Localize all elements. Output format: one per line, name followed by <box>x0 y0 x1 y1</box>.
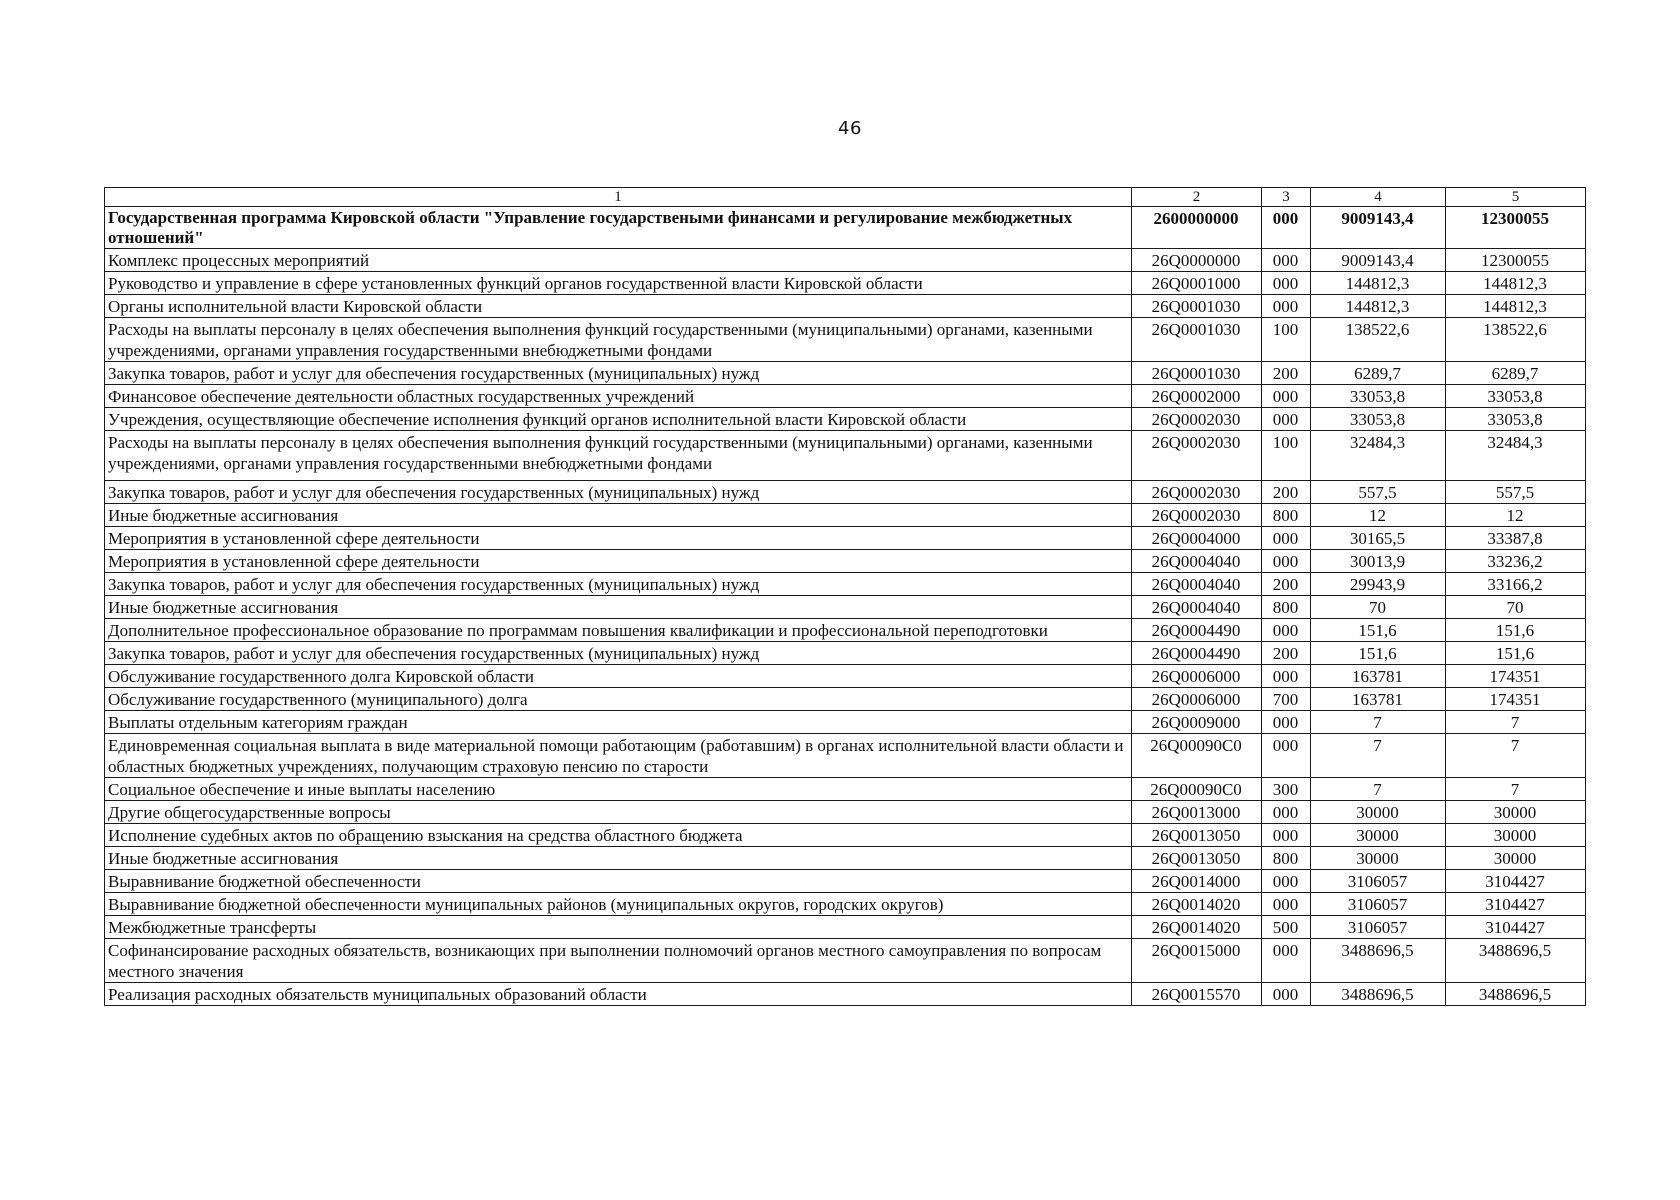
expense-name-cell: Руководство и управление в сфере установленных функций органов государственной власти Кировской области <box>105 272 1132 295</box>
amount-year1-cell: 29943,9 <box>1311 573 1446 596</box>
target-code-cell: 26Q0014020 <box>1132 916 1262 939</box>
target-code-cell: 26Q0002030 <box>1132 408 1262 431</box>
target-code-cell: 26Q0002030 <box>1132 481 1262 504</box>
target-code-cell: 26Q0002030 <box>1132 431 1262 481</box>
expense-type-cell: 000 <box>1262 527 1311 550</box>
target-code-cell: 26Q0013000 <box>1132 801 1262 824</box>
amount-year2-cell: 151,6 <box>1446 642 1586 665</box>
table-row <box>105 550 1586 573</box>
table-row <box>105 665 1586 688</box>
target-code-cell: 26Q0004040 <box>1132 573 1262 596</box>
target-code-cell: 2600000000 <box>1132 207 1262 249</box>
amount-year1-cell: 144812,3 <box>1311 295 1446 318</box>
amount-year2-cell: 12 <box>1446 504 1586 527</box>
target-code-cell: 26Q0000000 <box>1132 249 1262 272</box>
expense-name-cell: Закупка товаров, работ и услуг для обеспечения государственных (муниципальных) нужд <box>105 642 1132 665</box>
amount-year2-cell: 151,6 <box>1446 619 1586 642</box>
expense-type-cell: 300 <box>1262 778 1311 801</box>
amount-year2-cell: 30000 <box>1446 847 1586 870</box>
table-row <box>105 385 1586 408</box>
table-row <box>105 207 1586 249</box>
amount-year2-cell: 557,5 <box>1446 481 1586 504</box>
expense-type-cell: 100 <box>1262 318 1311 362</box>
expense-type-cell: 700 <box>1262 688 1311 711</box>
target-code-cell: 26Q0001030 <box>1132 318 1262 362</box>
amount-year1-cell: 30000 <box>1311 801 1446 824</box>
table-row <box>105 272 1586 295</box>
amount-year2-cell: 7 <box>1446 734 1586 778</box>
expense-name-cell: Мероприятия в установленной сфере деятельности <box>105 527 1132 550</box>
table-row <box>105 916 1586 939</box>
amount-year1-cell: 3106057 <box>1311 870 1446 893</box>
amount-year1-cell: 3488696,5 <box>1311 939 1446 983</box>
expense-name-cell: Закупка товаров, работ и услуг для обеспечения государственных (муниципальных) нужд <box>105 362 1132 385</box>
page-number: 46 <box>838 118 862 139</box>
expense-name-cell: Иные бюджетные ассигнования <box>105 847 1132 870</box>
amount-year2-cell: 12300055 <box>1446 249 1586 272</box>
expense-name-cell: Органы исполнительной власти Кировской области <box>105 295 1132 318</box>
amount-year1-cell: 9009143,4 <box>1311 249 1446 272</box>
amount-year1-cell: 151,6 <box>1311 642 1446 665</box>
target-code-cell: 26Q0004040 <box>1132 596 1262 619</box>
amount-year2-cell: 33387,8 <box>1446 527 1586 550</box>
table-body <box>105 207 1586 1006</box>
amount-year1-cell: 144812,3 <box>1311 272 1446 295</box>
table-row <box>105 619 1586 642</box>
table-row <box>105 824 1586 847</box>
amount-year1-cell: 30000 <box>1311 824 1446 847</box>
amount-year2-cell: 33166,2 <box>1446 573 1586 596</box>
table-row <box>105 504 1586 527</box>
amount-year1-cell: 12 <box>1311 504 1446 527</box>
table-row <box>105 362 1586 385</box>
expense-type-cell: 000 <box>1262 385 1311 408</box>
amount-year2-cell: 33053,8 <box>1446 408 1586 431</box>
amount-year2-cell: 33236,2 <box>1446 550 1586 573</box>
expense-name-cell: Расходы на выплаты персоналу в целях обеспечения выполнения функций государственными (муниципальными) органами, казенными учреждениями, органами управления государственными внебюджетными фондами <box>105 431 1132 481</box>
expense-type-cell: 200 <box>1262 642 1311 665</box>
target-code-cell: 26Q00090C0 <box>1132 778 1262 801</box>
expense-type-cell: 000 <box>1262 249 1311 272</box>
expense-name-cell: Обслуживание государственного (муниципального) долга <box>105 688 1132 711</box>
amount-year2-cell: 32484,3 <box>1446 431 1586 481</box>
table-row <box>105 801 1586 824</box>
expense-type-cell: 800 <box>1262 504 1311 527</box>
expense-name-cell: Обслуживание государственного долга Кировской области <box>105 665 1132 688</box>
amount-year1-cell: 9009143,4 <box>1311 207 1446 249</box>
expense-type-cell: 000 <box>1262 272 1311 295</box>
table-row <box>105 318 1586 362</box>
amount-year1-cell: 6289,7 <box>1311 362 1446 385</box>
expense-name-cell: Реализация расходных обязательств муниципальных образований области <box>105 983 1132 1006</box>
expense-type-cell: 800 <box>1262 847 1311 870</box>
expense-name-cell: Учреждения, осуществляющие обеспечение исполнения функций органов исполнительной власти Кировской области <box>105 408 1132 431</box>
target-code-cell: 26Q00090C0 <box>1132 734 1262 778</box>
table-row <box>105 734 1586 778</box>
amount-year2-cell: 174351 <box>1446 688 1586 711</box>
amount-year1-cell: 30165,5 <box>1311 527 1446 550</box>
expense-name-cell: Выравнивание бюджетной обеспеченности муниципальных районов (муниципальных округов, городских округов) <box>105 893 1132 916</box>
table-row <box>105 527 1586 550</box>
column-number-row <box>105 188 1586 207</box>
amount-year1-cell: 30013,9 <box>1311 550 1446 573</box>
amount-year1-cell: 7 <box>1311 778 1446 801</box>
expense-type-cell: 000 <box>1262 711 1311 734</box>
expense-name-cell: Межбюджетные трансферты <box>105 916 1132 939</box>
amount-year2-cell: 3488696,5 <box>1446 939 1586 983</box>
expense-name-cell: Закупка товаров, работ и услуг для обеспечения государственных (муниципальных) нужд <box>105 481 1132 504</box>
table-row <box>105 893 1586 916</box>
target-code-cell: 26Q0002030 <box>1132 504 1262 527</box>
table-row <box>105 939 1586 983</box>
column-header-2: 2 <box>1132 188 1262 207</box>
target-code-cell: 26Q0013050 <box>1132 824 1262 847</box>
target-code-cell: 26Q0014000 <box>1132 870 1262 893</box>
expense-type-cell: 000 <box>1262 295 1311 318</box>
expense-type-cell: 000 <box>1262 939 1311 983</box>
expense-name-cell: Дополнительное профессиональное образование по программам повышения квалификации и профессиональной переподготовки <box>105 619 1132 642</box>
amount-year2-cell: 138522,6 <box>1446 318 1586 362</box>
amount-year1-cell: 3106057 <box>1311 916 1446 939</box>
table-row <box>105 481 1586 504</box>
table-row <box>105 249 1586 272</box>
table-row <box>105 408 1586 431</box>
expense-name-cell: Единовременная социальная выплата в виде материальной помощи работающим (работавшим) в органах исполнительной власти области и областных бюджетных учреждениях, получающим страховую пенсию по старости <box>105 734 1132 778</box>
amount-year2-cell: 70 <box>1446 596 1586 619</box>
expense-name-cell: Другие общегосударственные вопросы <box>105 801 1132 824</box>
column-header-4: 4 <box>1311 188 1446 207</box>
target-code-cell: 26Q0006000 <box>1132 688 1262 711</box>
target-code-cell: 26Q0004490 <box>1132 642 1262 665</box>
amount-year2-cell: 3104427 <box>1446 893 1586 916</box>
target-code-cell: 26Q0014020 <box>1132 893 1262 916</box>
table-row <box>105 573 1586 596</box>
target-code-cell: 26Q0015570 <box>1132 983 1262 1006</box>
target-code-cell: 26Q0009000 <box>1132 711 1262 734</box>
expense-type-cell: 100 <box>1262 431 1311 481</box>
expense-name-cell: Расходы на выплаты персоналу в целях обеспечения выполнения функций государственными (муниципальными) органами, казенными учреждениями, органами управления государственными внебюджетными фондами <box>105 318 1132 362</box>
expense-type-cell: 000 <box>1262 665 1311 688</box>
amount-year1-cell: 33053,8 <box>1311 408 1446 431</box>
table-row <box>105 778 1586 801</box>
expense-name-cell: Мероприятия в установленной сфере деятельности <box>105 550 1132 573</box>
expense-name-cell: Социальное обеспечение и иные выплаты населению <box>105 778 1132 801</box>
table-row <box>105 295 1586 318</box>
expense-type-cell: 000 <box>1262 734 1311 778</box>
expense-type-cell: 000 <box>1262 983 1311 1006</box>
table-row <box>105 642 1586 665</box>
amount-year2-cell: 33053,8 <box>1446 385 1586 408</box>
expense-type-cell: 500 <box>1262 916 1311 939</box>
amount-year1-cell: 70 <box>1311 596 1446 619</box>
amount-year2-cell: 12300055 <box>1446 207 1586 249</box>
amount-year2-cell: 30000 <box>1446 801 1586 824</box>
table-row <box>105 847 1586 870</box>
amount-year2-cell: 174351 <box>1446 665 1586 688</box>
amount-year1-cell: 7 <box>1311 711 1446 734</box>
expense-name-cell: Выплаты отдельным категориям граждан <box>105 711 1132 734</box>
target-code-cell: 26Q0004000 <box>1132 527 1262 550</box>
expense-type-cell: 000 <box>1262 893 1311 916</box>
amount-year1-cell: 138522,6 <box>1311 318 1446 362</box>
table-row <box>105 870 1586 893</box>
target-code-cell: 26Q0002000 <box>1132 385 1262 408</box>
expense-name-cell: Иные бюджетные ассигнования <box>105 504 1132 527</box>
target-code-cell: 26Q0013050 <box>1132 847 1262 870</box>
amount-year2-cell: 6289,7 <box>1446 362 1586 385</box>
amount-year2-cell: 3104427 <box>1446 916 1586 939</box>
amount-year2-cell: 144812,3 <box>1446 295 1586 318</box>
expense-type-cell: 000 <box>1262 801 1311 824</box>
budget-table <box>104 187 1586 1006</box>
amount-year1-cell: 557,5 <box>1311 481 1446 504</box>
target-code-cell: 26Q0001000 <box>1132 272 1262 295</box>
expense-type-cell: 000 <box>1262 207 1311 249</box>
amount-year1-cell: 32484,3 <box>1311 431 1446 481</box>
column-header-5: 5 <box>1446 188 1586 207</box>
expense-name-cell: Исполнение судебных актов по обращению взыскания на средства областного бюджета <box>105 824 1132 847</box>
amount-year1-cell: 151,6 <box>1311 619 1446 642</box>
amount-year1-cell: 7 <box>1311 734 1446 778</box>
column-header-1: 1 <box>105 188 1132 207</box>
amount-year2-cell: 3488696,5 <box>1446 983 1586 1006</box>
expense-type-cell: 200 <box>1262 362 1311 385</box>
expense-name-cell: Комплекс процессных мероприятий <box>105 249 1132 272</box>
table-row <box>105 983 1586 1006</box>
target-code-cell: 26Q0004490 <box>1132 619 1262 642</box>
target-code-cell: 26Q0006000 <box>1132 665 1262 688</box>
amount-year1-cell: 30000 <box>1311 847 1446 870</box>
expense-name-cell: Софинансирование расходных обязательств, возникающих при выполнении полномочий органов местного самоуправления по вопросам местного значения <box>105 939 1132 983</box>
table-row <box>105 711 1586 734</box>
expense-type-cell: 000 <box>1262 619 1311 642</box>
expense-type-cell: 200 <box>1262 481 1311 504</box>
amount-year1-cell: 163781 <box>1311 665 1446 688</box>
amount-year2-cell: 30000 <box>1446 824 1586 847</box>
expense-name-cell: Финансовое обеспечение деятельности областных государственных учреждений <box>105 385 1132 408</box>
expense-type-cell: 000 <box>1262 550 1311 573</box>
table-row <box>105 688 1586 711</box>
expense-type-cell: 000 <box>1262 824 1311 847</box>
expense-type-cell: 800 <box>1262 596 1311 619</box>
table-row <box>105 431 1586 481</box>
column-header-3: 3 <box>1262 188 1311 207</box>
amount-year2-cell: 7 <box>1446 711 1586 734</box>
target-code-cell: 26Q0001030 <box>1132 362 1262 385</box>
expense-type-cell: 200 <box>1262 573 1311 596</box>
expense-name-cell: Иные бюджетные ассигнования <box>105 596 1132 619</box>
target-code-cell: 26Q0015000 <box>1132 939 1262 983</box>
amount-year1-cell: 3488696,5 <box>1311 983 1446 1006</box>
target-code-cell: 26Q0004040 <box>1132 550 1262 573</box>
amount-year2-cell: 144812,3 <box>1446 272 1586 295</box>
target-code-cell: 26Q0001030 <box>1132 295 1262 318</box>
amount-year1-cell: 3106057 <box>1311 893 1446 916</box>
expense-name-cell: Выравнивание бюджетной обеспеченности <box>105 870 1132 893</box>
expense-type-cell: 000 <box>1262 870 1311 893</box>
amount-year2-cell: 3104427 <box>1446 870 1586 893</box>
amount-year2-cell: 7 <box>1446 778 1586 801</box>
expense-name-cell: Государственная программа Кировской области "Управление государствеными финансами и регулирование межбюджетных отношений" <box>105 207 1132 249</box>
amount-year1-cell: 163781 <box>1311 688 1446 711</box>
expense-type-cell: 000 <box>1262 408 1311 431</box>
table-row <box>105 596 1586 619</box>
expense-name-cell: Закупка товаров, работ и услуг для обеспечения государственных (муниципальных) нужд <box>105 573 1132 596</box>
amount-year1-cell: 33053,8 <box>1311 385 1446 408</box>
